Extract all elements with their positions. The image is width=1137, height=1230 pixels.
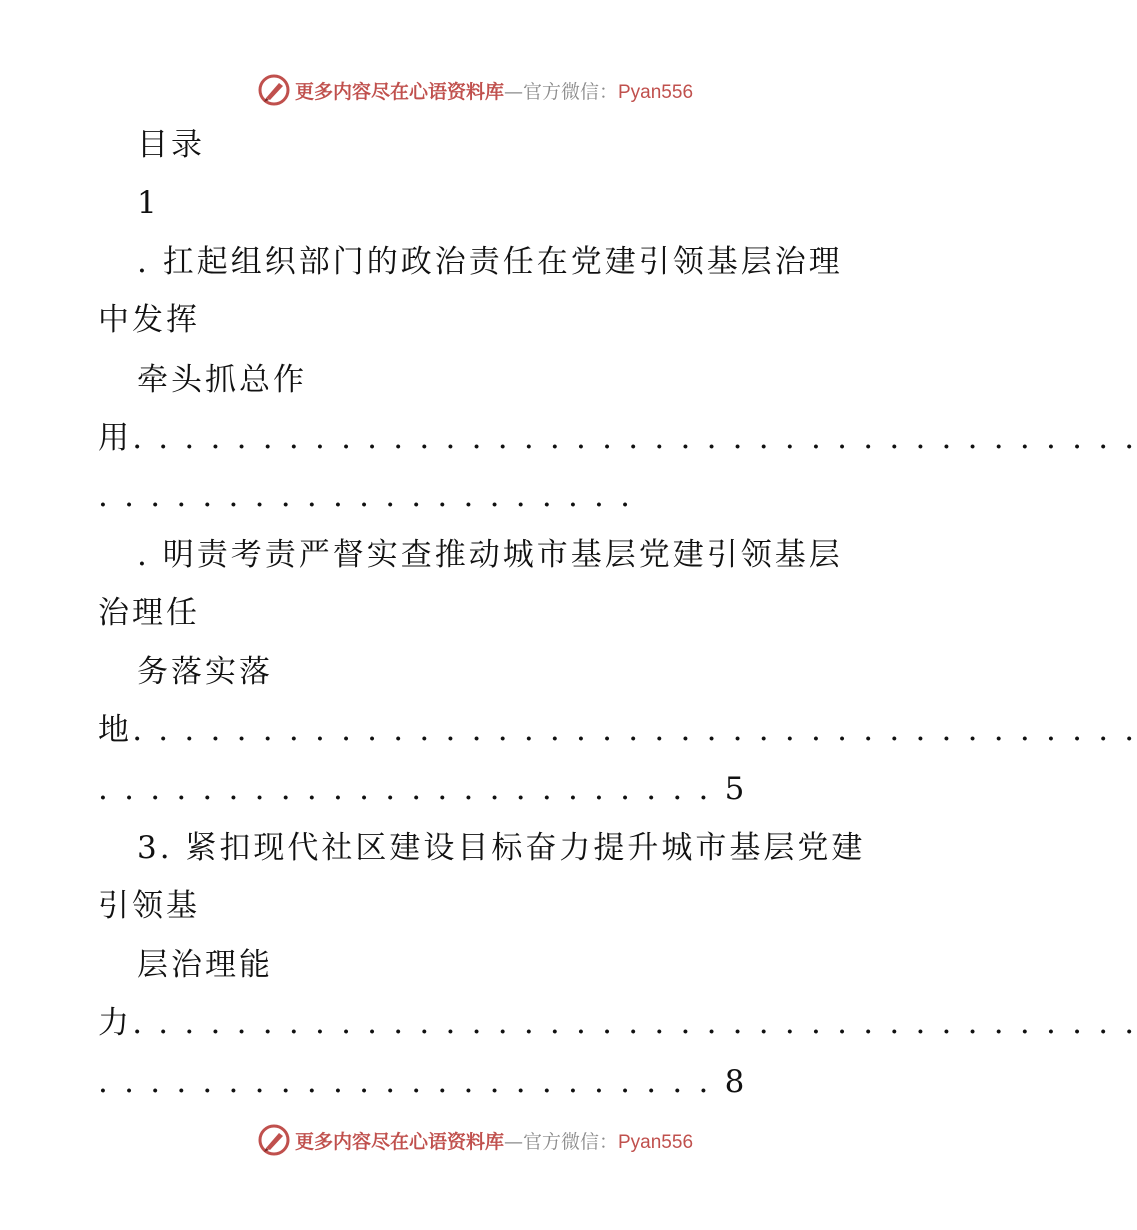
toc-item2-line3: 务落实落 (137, 654, 273, 690)
watermark-wechat-id: Pyan556 (618, 1131, 694, 1153)
toc-item1-line3: 牵头抓总作 (137, 362, 307, 398)
toc-item1-leader1: 用. . . . . . . . . . . . . . . . . . . . . . . . . . . . . . . . . . . . . . . (98, 420, 1137, 456)
watermark-dash: —官方微信： (503, 80, 618, 103)
toc-item2-leader1: 地. . . . . . . . . . . . . . . . . . . . . . . . . . . . . . . . . . . . . . . (98, 712, 1137, 748)
watermark-dash: —官方微信： (503, 1130, 618, 1153)
watermark-site: 更多内容尽在心语资料库 (294, 80, 504, 103)
pen-logo-icon (257, 73, 291, 107)
toc-item1-line1: . 扛起组织部门的政治责任在党建引领基层治理 (137, 244, 843, 280)
toc-number-1: 1 (137, 185, 160, 221)
watermark-banner-bottom (0, 1120, 950, 1160)
toc-item2-leader2: . . . . . . . . . . . . . . . . . . . . . . . . 5 (98, 771, 748, 807)
toc-item2-line1: . 明责考责严督实查推动城市基层党建引领基层 (137, 537, 843, 573)
watermark-site: 更多内容尽在心语资料库 (294, 1130, 504, 1153)
toc-item3-leader1: 力. . . . . . . . . . . . . . . . . . . . . . . . . . . . . . . . . . . . . . . (98, 1005, 1137, 1041)
toc-item1-line2: 中发挥 (98, 302, 200, 338)
watermark-banner-top (0, 70, 950, 110)
watermark-text (295, 1127, 693, 1154)
watermark-wechat-id: Pyan556 (618, 81, 694, 103)
pen-logo-icon (257, 1123, 291, 1157)
toc-item2-line2: 治理任 (98, 595, 200, 631)
toc-item3-leader2: . . . . . . . . . . . . . . . . . . . . . . . . 8 (98, 1064, 748, 1100)
toc-item3-line3: 层治理能 (137, 947, 273, 983)
toc-item3-line1: 3. 紧扣现代社区建设目标奋力提升城市基层党建 (137, 830, 866, 866)
toc-heading: 目录 (137, 127, 205, 163)
toc-item1-leader2: . . . . . . . . . . . . . . . . . . . . . (98, 478, 634, 514)
watermark-text (295, 77, 693, 104)
toc-item3-line2: 引领基 (98, 888, 200, 924)
